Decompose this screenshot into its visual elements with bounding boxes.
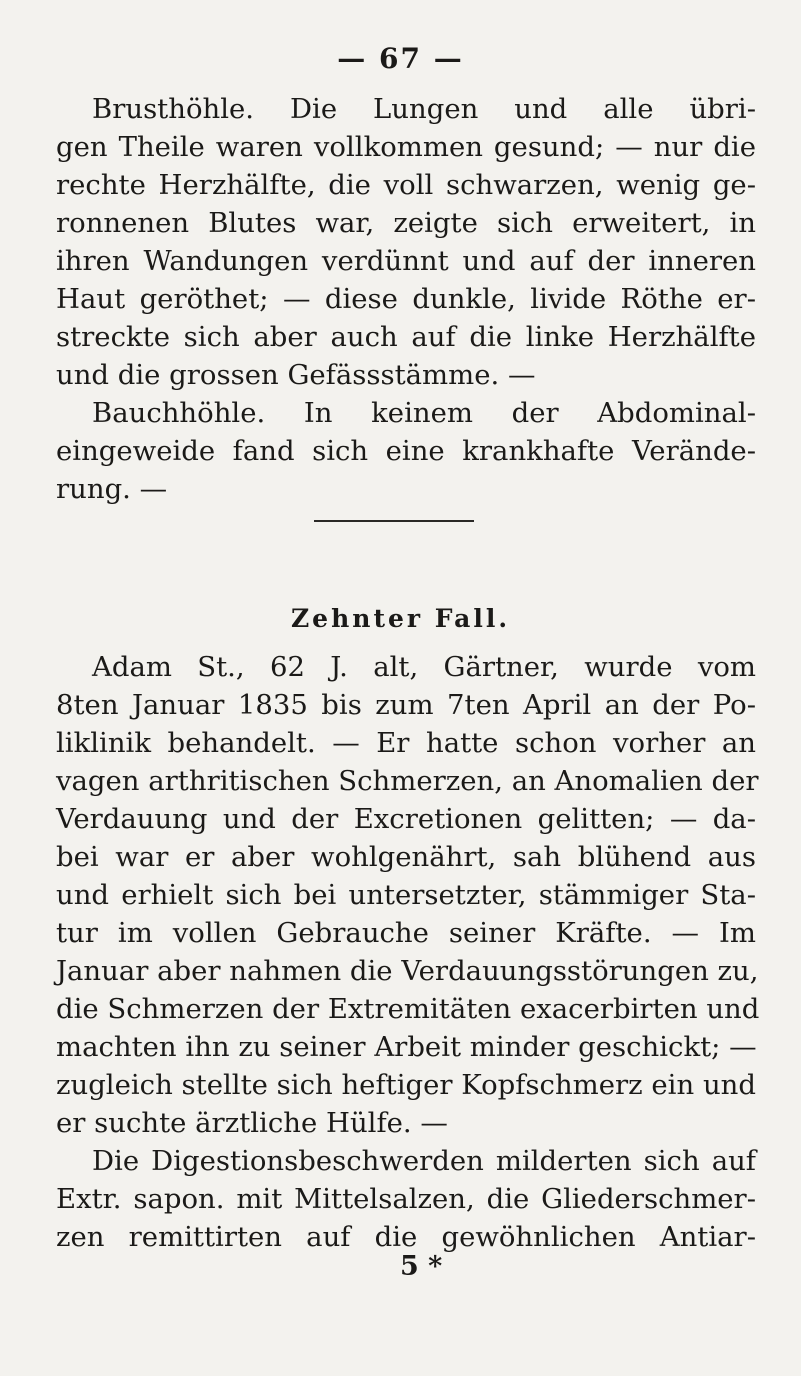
text-line: vagen arthritischen Schmerzen, an Anomalien der	[56, 765, 759, 797]
text-line: machten ihn zu seiner Arbeit minder geschickt; —	[56, 1031, 757, 1063]
section-divider	[314, 520, 474, 522]
text-line: Brusthöhle. Die Lungen und alle übri-	[92, 93, 756, 125]
text-line: und erhielt sich bei untersetzter, stämmiger Sta-	[56, 879, 756, 911]
text-line: Haut geröthet; — diese dunkle, livide Röthe er-	[56, 283, 756, 315]
text-line: Die Digestionsbeschwerden milderten sich auf	[92, 1145, 756, 1177]
text-line: eingeweide fand sich eine krankhafte Verände-	[56, 435, 756, 467]
text-line: ronnenen Blutes war, zeigte sich erweitert, in	[56, 207, 756, 239]
section-title: Zehnter Fall.	[290, 604, 511, 633]
text-line: Bauchhöhle. In keinem der Abdominal-	[92, 397, 756, 429]
page-number-header: — 67 —	[337, 42, 464, 75]
text-line: Extr. sapon. mit Mittelsalzen, die Gliederschmer-	[56, 1183, 756, 1215]
text-line: Verdauung und der Excretionen gelitten; — da-	[56, 803, 756, 835]
text-line: Januar aber nahmen die Verdauungsstörungen zu,	[56, 955, 759, 987]
text-line: rung. —	[56, 473, 168, 505]
text-line: Adam St., 62 J. alt, Gärtner, wurde vom	[92, 651, 756, 683]
text-line: gen Theile waren vollkommen gesund; — nur die	[56, 131, 756, 163]
text-line: zugleich stellte sich heftiger Kopfschmerz ein und	[56, 1069, 756, 1101]
text-line: ihren Wandungen verdünnt und auf der inneren	[56, 245, 756, 277]
text-line: 8ten Januar 1835 bis zum 7ten April an der Po-	[56, 689, 756, 721]
text-line: streckte sich aber auch auf die linke Herzhälfte	[56, 321, 756, 353]
signature-mark: 5 *	[400, 1251, 443, 1282]
text-line: er suchte ärztliche Hülfe. —	[56, 1107, 448, 1139]
text-line: zen remittirten auf die gewöhnlichen Antiar-	[56, 1221, 756, 1253]
text-line: liklinik behandelt. — Er hatte schon vorher an	[56, 727, 756, 759]
text-line: die Schmerzen der Extremitäten exacerbirten und	[56, 993, 760, 1025]
text-line: tur im vollen Gebrauche seiner Kräfte. — Im	[56, 917, 756, 949]
text-line: bei war er aber wohlgenährt, sah blühend aus	[56, 841, 756, 873]
text-line: und die grossen Gefässstämme. —	[56, 359, 536, 391]
text-line: rechte Herzhälfte, die voll schwarzen, wenig ge-	[56, 169, 756, 201]
